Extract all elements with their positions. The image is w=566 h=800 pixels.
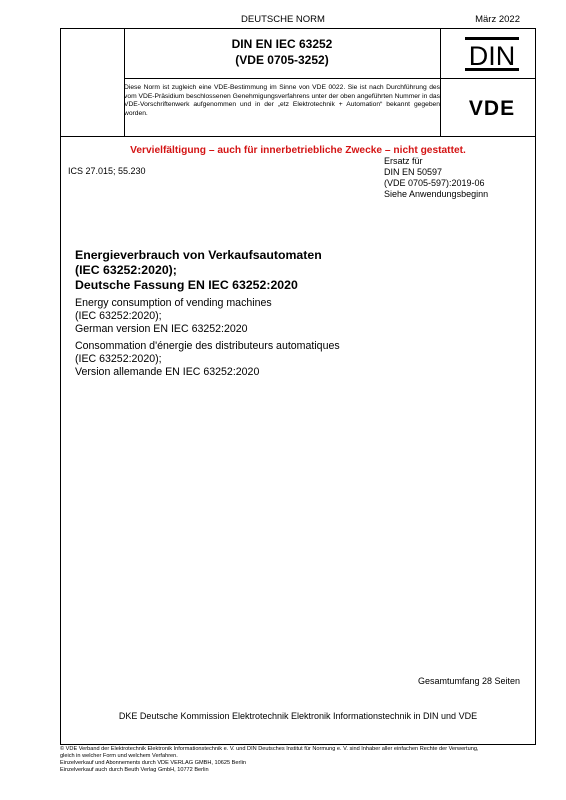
footer-line: © VDE Verband der Elektrotechnik Elektronik Informationstechnik e. V. und DIN Deutsches Institut für Normung e. V. sind Inhaber aller einfachen Rechte der Verwertung, — [60, 746, 479, 752]
document-number-vde: (VDE 0705-3252) — [235, 53, 329, 67]
title-french-line: Version allemande EN IEC 63252:2020 — [75, 366, 260, 378]
vde-logo-text: VDE — [468, 97, 516, 120]
header-norm-label: DEUTSCHE NORM — [241, 14, 325, 25]
copy-warning: Vervielfältigung – auch für innerbetriebliche Zwecke – nicht gestattet. — [130, 145, 466, 156]
replacement-line: Siehe Anwendungsbeginn — [384, 189, 489, 199]
title-german-line: Deutsche Fassung EN IEC 63252:2020 — [75, 278, 298, 292]
title-french — [75, 340, 340, 379]
title-german-line: (IEC 63252:2020); — [75, 263, 177, 277]
replacement-line: DIN EN 50597 — [384, 167, 443, 177]
title-english — [75, 297, 272, 336]
title-french-line: Consommation d'énergie des distributeurs automatiques — [75, 340, 340, 352]
header-date: März 2022 — [475, 14, 520, 25]
ics-codes: ICS 27.015; 55.230 — [68, 166, 146, 176]
document-number-din: DIN EN IEC 63252 — [231, 37, 333, 51]
din-logo — [453, 36, 531, 72]
replacement-line: (VDE 0705-597):2019-06 — [384, 178, 485, 188]
replacement-line: Ersatz für — [384, 156, 423, 166]
din-logo-text: DIN — [468, 41, 516, 71]
replacement-info — [384, 156, 488, 200]
title-french-line: (IEC 63252:2020); — [75, 353, 162, 365]
title-german-line: Energieverbrauch von Verkaufsautomaten — [75, 248, 322, 262]
page-count: Gesamtumfang 28 Seiten — [417, 676, 520, 686]
vde-logo — [448, 94, 536, 122]
dke-line: DKE Deutsche Kommission Elektrotechnik Elektronik Informationstechnik in DIN und VDE — [118, 711, 478, 721]
title-english-line: (IEC 63252:2020); — [75, 310, 162, 322]
footer-line: Einzelverkauf auch durch Beuth Verlag GmbH, 10772 Berlin — [60, 767, 209, 773]
title-english-line: Energy consumption of vending machines — [75, 297, 272, 309]
document-number — [124, 36, 440, 68]
cover-frame — [60, 28, 536, 745]
vde-note: Diese Norm ist zugleich eine VDE-Bestimmung im Sinne von VDE 0022. Sie ist nach Durchführung des vom VDE-Präsidium beschlossenen Genehmigungsverfahrens unter der oben angeführten Nummer in das VDE-Vorschriftenwerk aufgenommen und in der „etz Elektrotechnik + Automation“ bekannt gegeben worden. — [124, 84, 440, 117]
footer-line: gleich in welcher Form und welchem Verfahren. — [60, 753, 178, 759]
footer-line: Einzelverkauf und Abonnements durch VDE VERLAG GMBH, 10625 Berlin — [60, 760, 246, 766]
title-english-line: German version EN IEC 63252:2020 — [75, 323, 248, 335]
title-german — [75, 248, 322, 293]
copyright-footer — [60, 746, 479, 774]
